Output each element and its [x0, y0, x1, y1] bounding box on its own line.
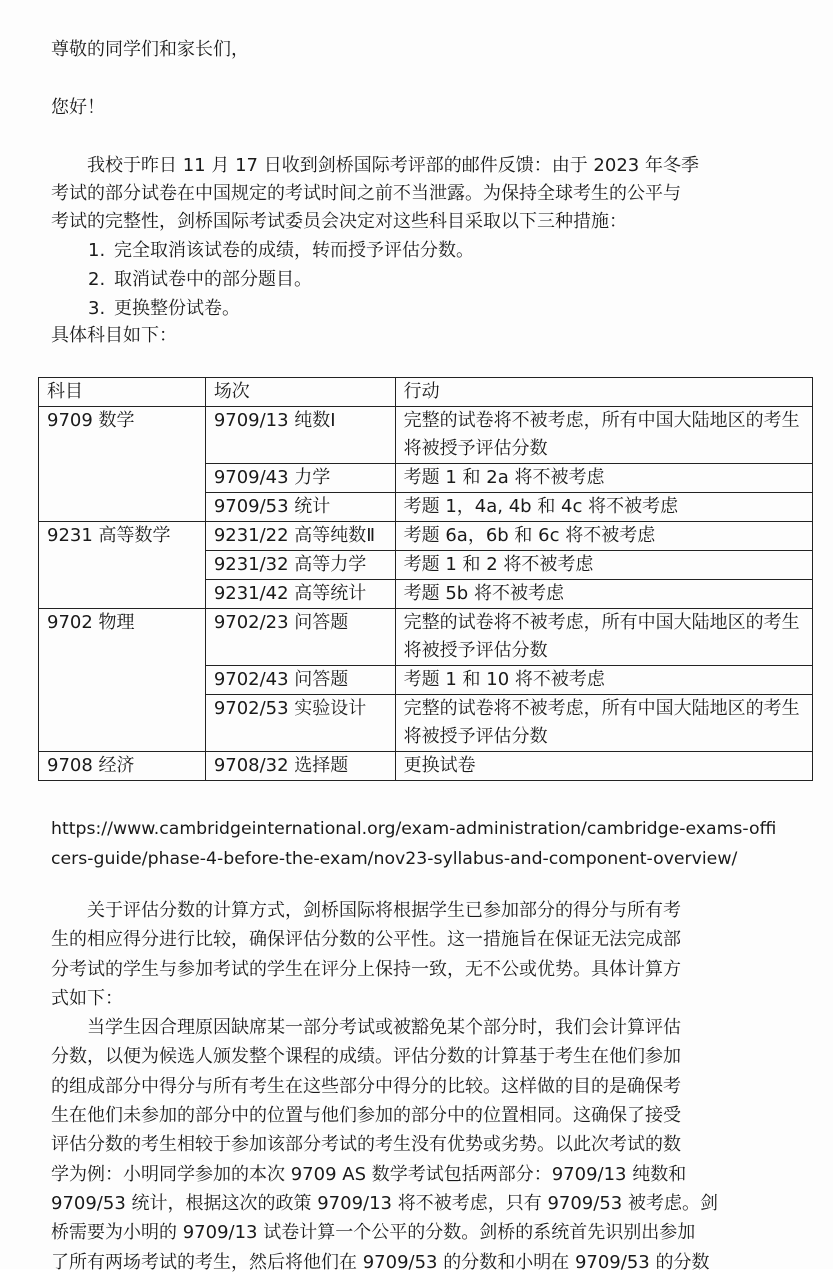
list-item: 2. 取消试卷中的部分题目。	[88, 269, 312, 290]
table-row	[39, 522, 813, 551]
intro-line: 考试的部分试卷在中国规定的考试时间之前不当泄露。为保持全球考生的公平与	[51, 183, 681, 204]
subject-cell: 9702 物理	[39, 609, 206, 752]
table-row	[39, 407, 813, 464]
reference-url	[51, 814, 776, 874]
header-paper: 场次	[205, 378, 395, 407]
action-cell: 完整的试卷将不被考虑，所有中国大陆地区的考生将被授予评估分数	[395, 407, 812, 464]
subject-cell: 9231 高等数学	[39, 522, 206, 609]
paper-cell: 9702/53 实验设计	[205, 695, 395, 752]
hello-line: 您好！	[51, 97, 105, 118]
subject-cell: 9708 经济	[39, 752, 206, 781]
body-line: 了所有两场考试的考生，然后将他们在 9709/53 的分数和小明在 9709/53 的分数	[51, 1251, 710, 1273]
action-cell: 更换试卷	[395, 752, 812, 781]
paper-cell: 9702/23 问答题	[205, 609, 395, 666]
paper-cell: 9702/43 问答题	[205, 666, 395, 695]
table-row	[39, 609, 813, 666]
body-line: 学为例：小明同学参加的本次 9709 AS 数学考试包括两部分：9709/13 纯数和	[51, 1163, 687, 1185]
intro-paragraph	[51, 152, 807, 236]
paper-cell: 9709/13 纯数Ⅰ	[205, 407, 395, 464]
url-line: cers-guide/phase-4-before-the-exam/nov23-syllabus-and-component-overview/	[51, 849, 738, 869]
action-cell: 考题 5b 将不被考虑	[395, 580, 812, 609]
action-cell: 完整的试卷将不被考虑，所有中国大陆地区的考生将被授予评估分数	[395, 695, 812, 752]
paper-cell: 9709/53 统计	[205, 493, 395, 522]
url-line: https://www.cambridgeinternational.org/exam-administration/cambridge-exams-offi	[51, 819, 777, 839]
body-line: 分考试的学生与参加考试的学生在评分上保持一致，无不公或优势。具体计算方	[51, 958, 681, 980]
body-line: 当学生因合理原因缺席某一部分考试或被豁免某个部分时，我们会计算评估	[87, 1017, 681, 1039]
body-line: 生在他们未参加的部分中的位置与他们参加的部分中的位置相同。这确保了接受	[51, 1105, 681, 1127]
subjects-table	[38, 377, 813, 781]
header-action: 行动	[395, 378, 812, 407]
table-row	[39, 752, 813, 781]
action-cell: 考题 1，4a, 4b 和 4c 将不被考虑	[395, 493, 812, 522]
paper-cell: 9231/42 高等统计	[205, 580, 395, 609]
subjects-intro: 具体科目如下：	[51, 325, 177, 346]
intro-line: 我校于昨日 11 月 17 日收到剑桥国际考评部的邮件反馈：由于 2023 年冬季	[87, 155, 699, 176]
paper-cell: 9231/22 高等纯数Ⅱ	[205, 522, 395, 551]
body-line: 评估分数的考生相较于参加该部分考试的考生没有优势或劣势。以此次考试的数	[51, 1134, 681, 1156]
body-text	[51, 896, 811, 1277]
list-item: 3. 更换整份试卷。	[88, 298, 240, 319]
body-line: 关于评估分数的计算方式，剑桥国际将根据学生已参加部分的得分与所有考	[87, 900, 681, 921]
body-line: 式如下：	[51, 987, 123, 1009]
list-item: 1. 完全取消该试卷的成绩，转而授予评估分数。	[88, 240, 474, 261]
action-cell: 考题 6a，6b 和 6c 将不被考虑	[395, 522, 812, 551]
body-line: 桥需要为小明的 9709/13 试卷计算一个公平的分数。剑桥的系统首先识别出参加	[51, 1222, 696, 1244]
action-cell: 完整的试卷将不被考虑，所有中国大陆地区的考生将被授予评估分数	[395, 609, 812, 666]
paper-cell: 9231/32 高等力学	[205, 551, 395, 580]
body-line: 的组成部分中得分与所有考生在这些部分中得分的比较。这样做的目的是确保考	[51, 1075, 681, 1097]
action-cell: 考题 1 和 2 将不被考虑	[395, 551, 812, 580]
action-cell: 考题 1 和 10 将不被考虑	[395, 666, 812, 695]
body-line: 分数，以便为候选人颁发整个课程的成绩。评估分数的计算基于考生在他们参加	[51, 1046, 681, 1068]
paper-cell: 9709/43 力学	[205, 464, 395, 493]
body-line: 9709/53 统计，根据这次的政策 9709/13 将不被考虑，只有 9709/53 被考虑。剑	[51, 1192, 718, 1214]
subject-cell: 9709 数学	[39, 407, 206, 522]
table-header-row	[39, 378, 813, 407]
body-line: 生的相应得分进行比较，确保评估分数的公平性。这一措施旨在保证无法完成部	[51, 929, 681, 951]
action-cell: 考题 1 和 2a 将不被考虑	[395, 464, 812, 493]
measures-list	[88, 236, 474, 323]
intro-line: 考试的完整性，剑桥国际考试委员会决定对这些科目采取以下三种措施：	[51, 211, 627, 232]
greeting: 尊敬的同学们和家长们，	[51, 39, 249, 60]
header-subject: 科目	[39, 378, 206, 407]
paper-cell: 9708/32 选择题	[205, 752, 395, 781]
